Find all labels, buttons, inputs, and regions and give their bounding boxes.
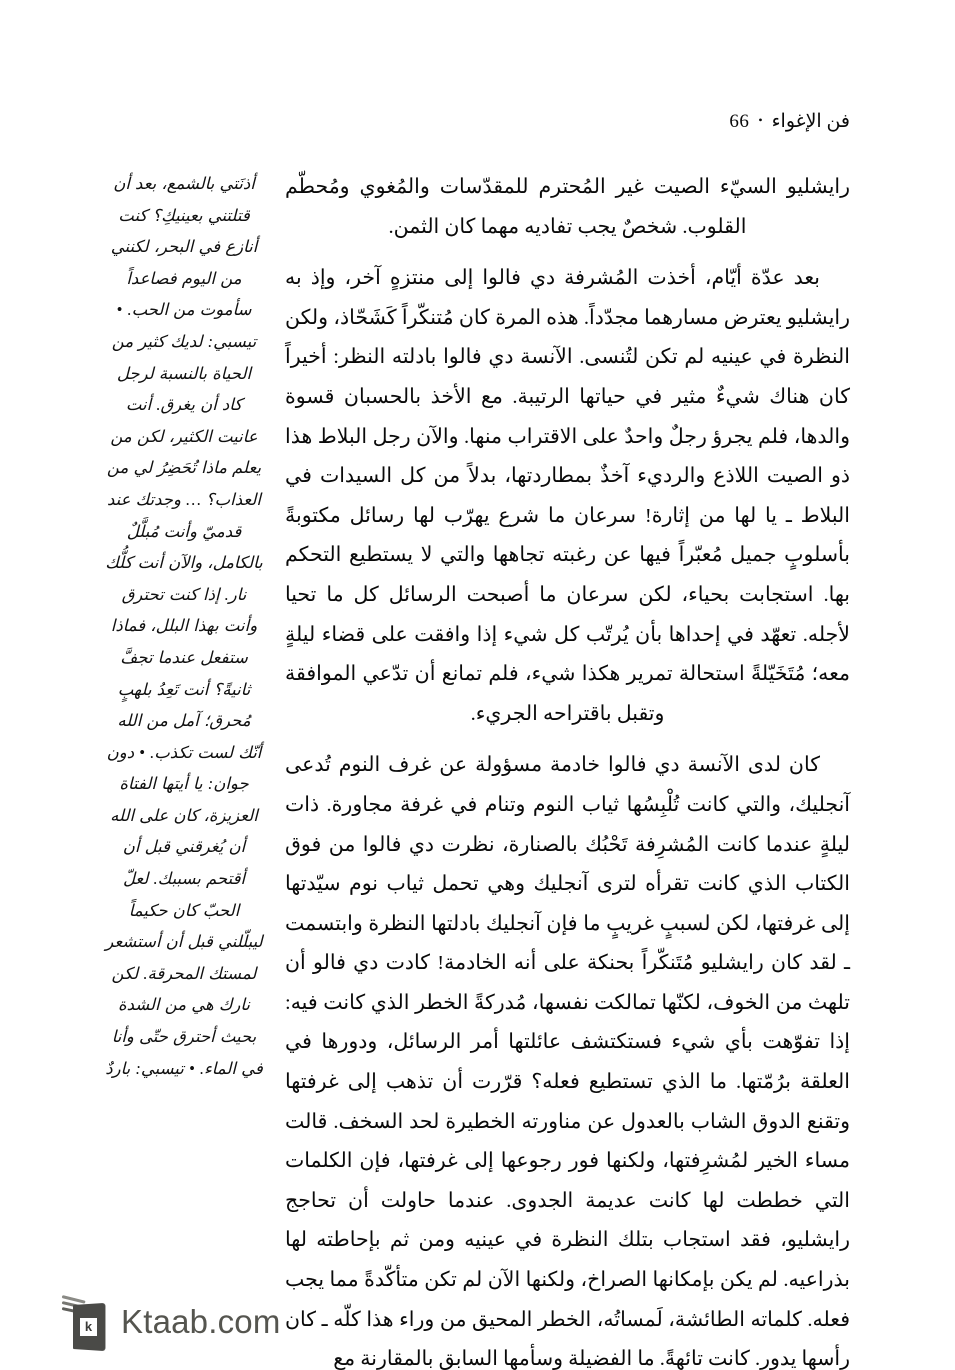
logo-letter-k: k: [80, 1318, 97, 1336]
running-head-bullet-separator: •: [758, 113, 763, 127]
body-text-column: [285, 168, 850, 1370]
site-watermark: [62, 1292, 281, 1350]
book-logo-icon: [62, 1292, 108, 1350]
running-head-book-title: فن الإغواء: [771, 111, 850, 132]
margin-quote-column: [105, 168, 263, 1084]
site-name-label: Ktaab.com: [121, 1302, 281, 1340]
body-paragraph-2: بعد عدّة أيّام، أخذت المُشرفة دي فالوا إلى منتزهٍ آخر، وإذ به رايشليو يعترض مسارهما مجدّداً. هذه المرة كان مُتنكّراً كَشَحّاذ، ولكن النظرة في عينيه لم تكن لتُنسى. الآنسة دي فالوا بادلته النظر: أخيراً كان هناك شيءٌ مثير في حياتها الرتيبة. مع الأخذ بالحسبان قسوة والدها، فلم يجرؤ رجلٌ واحدٌ على الاقتراب منها. والآن رجل البلاط هذا ذو الصيت اللاذع والرديء آخذٌ بمطاردتها، بدلاً من كل السيدات في البلاط ـ يا لها من إثارة! سرعان ما شرع يهرّب لها رسائل مكتوبةً بأسلوبٍ جميل مُعبّراً فيها عن رغبته تجاهها والتي لا يستطيع التحكم بها. استجابت بحياء، لكن سرعان ما أصبحت الرسائل كل ما تحيا لأجله. تعهّد في إحداها بأن يُرتّب كل شيء إذا وافقت على قضاء ليلةٍ معه؛ مُتَخَيّلةً استحالة تمرير هكذا شيء، فلم تمانع أن تدّعي الموافقة وتقبل باقتراحه الجريء.: [285, 267, 850, 725]
running-head: [650, 112, 850, 131]
body-paragraph-3: كان لدى الآنسة دي فالوا خادمة مسؤولة عن غرف النوم تُدعى آنجليك، والتي كانت تُلْبِسُها ثياب النوم وتنام في غرفة مجاورة. ذات ليلةٍ عندما كانت المُشرِفة تَحْبُك بالصنارة، نظرت دي فالوا من فوق الكتاب الذي كانت تقرأه لترى آنجليك وهي تحمل ثياب نوم سيّدتها إلى غرفتها، لكن لسببٍ غريبٍ ما فإن آنجليك بادلتها النظرة وابتسمت ـ لقد كان رايشليو مُتَنكّراً بحنكة على أنه الخادمة! كادت دي فالو أن تلهث من الخوف، لكنّها تمالكت نفسها، مُدركةً الخطر الذي كانت فيه: إذا تفوّهت بأي شيء فستكتشف عائلتها أمر الرسائل، ودورها في العلقة برُمّتها. ما الذي تستطيع فعله؟ قرّرت أن تذهب إلى غرفتها وتقنع الدوق الشاب بالعدول عن مناورته الخطيرة لحد السخف. قالت مساء الخير لمُشرِفتها، ولكنها فور رجوعها إلى غرفتها، فإن الكلمات التي خططت لها كانت عديمة الجدوى. عندما حاولت أن تحاجج رايشليو، فقد استجاب بتلك النظرة في عينيه ومن ثم بإحاطته لها بذراعيه. لم يكن بإمكانها الصراخ، ولكنها الآن لم تكن متأكّدةً مما يجب فعله. كلماته الطائشة، لَمساتُه، الخطر المحيق من وراء هذا كلّه ـ كان رأسها يدور. كانت تائهةً. ما الفضيلة وسأمها السابق بالمقارنة مع: [285, 754, 850, 1370]
paragraph-spacer: [285, 734, 850, 746]
margin-quote-text: أذنَتي بالشمع، بعد أن قتلتني بعينيكِ؟ كنت أنازع في البحر، لكنني من اليوم فصاعداً سأموت من الحب. • تيسبي: لديك كثير من الحياة بالنسبة لرجل كاد أن يغرق. أنت عانيت الكثير، لكن من يعلم ماذا تُحَضِرُ لي من العذاب؟ … وجدتك عند قدميّ وأنت مُبلَّلٌ بالكامل، والآن أنت كلُّك نار. إذا كنت تحترق وأنت بهذا البلل، فماذا ستفعل عندما تجفَّ ثانيةً؟ أنت تَعِدُ بلهبٍ مُحرق؛ آمل من الله أنّك لست تكذب. • دون جوان: يا أيتها الفتاة العزيزة، كان على الله أن يُغرقني قبل أن أقتحم بسببك. لعلّ الحبّ كان حكيماً ليبلّلني قبل أن أستشعر لمستك المحرقة. لكن نارك هي من الشدة بحيث أحترق حتّى وأنا في الماء. • تيسبي: باردٌ: [105, 174, 263, 1078]
paragraph-spacer: [285, 247, 850, 259]
body-paragraph-1: رايشليو السيّء الصيت غير المُحترم للمقدّسات والمُغوي ومُحطّم القلوب. شخصٌ يجب تفاديه مهما كان الثمن.: [285, 176, 850, 238]
page-number: 66: [729, 111, 750, 132]
